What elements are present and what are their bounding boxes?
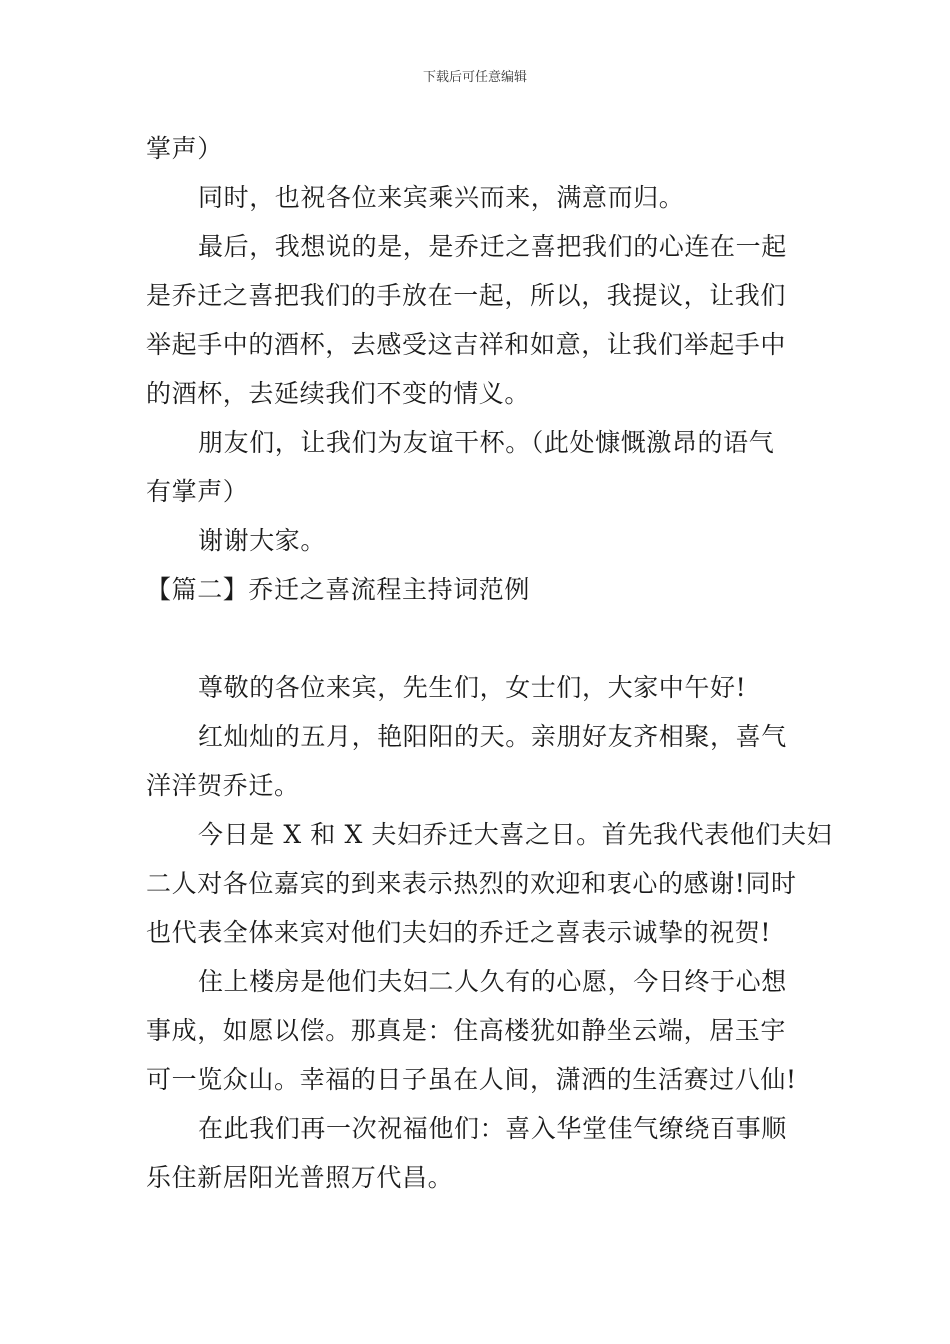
text-line-15: 今日是 X 和 X 夫妇乔迁大喜之日。首先我代表他们夫妇 bbox=[198, 820, 833, 849]
text-line-4: 是乔迁之喜把我们的手放在一起，所以，我提议，让我们 bbox=[146, 281, 787, 310]
document-body bbox=[146, 124, 833, 1202]
section-heading: 【篇二】乔迁之喜流程主持词范例 bbox=[146, 575, 531, 604]
page-header: 下载后可任意编辑 bbox=[422, 70, 527, 85]
text-line-21: 在此我们再一次祝福他们：喜入华堂佳气缭绕百事顺 bbox=[198, 1114, 787, 1143]
text-line-1: 掌声） bbox=[146, 134, 223, 163]
text-line-8: 有掌声） bbox=[146, 477, 249, 506]
text-line-12: 尊敬的各位来宾，先生们，女士们，大家中午好! bbox=[198, 673, 747, 702]
text-line-2: 同时，也祝各位来宾乘兴而来，满意而归。 bbox=[198, 183, 685, 212]
text-line-7: 朋友们，让我们为友谊干杯。（此处慷慨激昂的语气 bbox=[198, 428, 775, 457]
text-line-22: 乐住新居阳光普照万代昌。 bbox=[146, 1163, 454, 1192]
text-line-16: 二人对各位嘉宾的到来表示热烈的欢迎和衷心的感谢!同时 bbox=[146, 869, 797, 898]
text-line-6: 的酒杯，去延续我们不变的情义。 bbox=[146, 379, 531, 408]
text-line-13: 红灿灿的五月，艳阳阳的天。亲朋好友齐相聚，喜气 bbox=[198, 722, 787, 751]
text-line-3: 最后，我想说的是，是乔迁之喜把我们的心连在一起 bbox=[198, 232, 787, 261]
text-line-5: 举起手中的酒杯，去感受这吉祥和如意，让我们举起手中 bbox=[146, 330, 787, 359]
text-line-9: 谢谢大家。 bbox=[198, 526, 327, 555]
blank-line bbox=[146, 614, 806, 663]
text-line-18: 住上楼房是他们夫妇二人久有的心愿，今日终于心想 bbox=[198, 967, 787, 996]
text-line-20: 可一览众山。幸福的日子虽在人间，潇洒的生活赛过八仙! bbox=[146, 1065, 797, 1094]
text-line-17: 也代表全体来宾对他们夫妇的乔迁之喜表示诚挚的祝贺! bbox=[146, 918, 772, 947]
text-line-19: 事成，如愿以偿。那真是：住高楼犹如静坐云端，居玉宇 bbox=[146, 1016, 787, 1045]
text-line-14: 洋洋贺乔迁。 bbox=[146, 771, 300, 800]
